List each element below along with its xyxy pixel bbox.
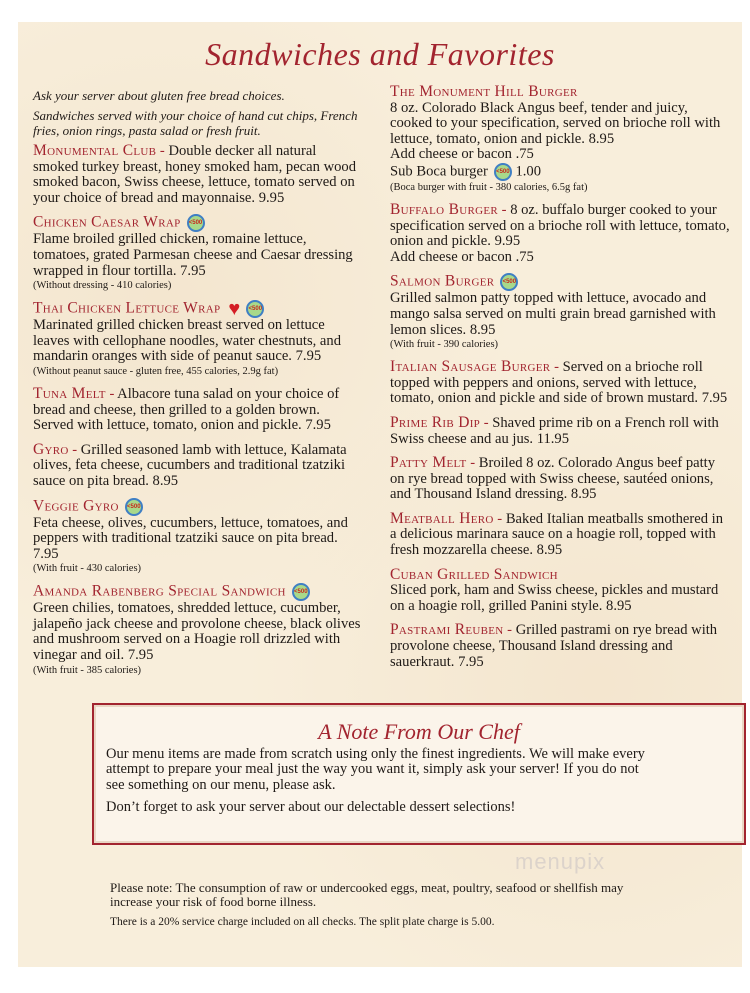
item-nutrition-note: (Without peanut sauce - gluten free, 455 calories, 2.9g fat): [33, 365, 279, 377]
item-price: 7.95: [701, 390, 728, 407]
menu-item: [390, 84, 730, 194]
item-nutrition-note: (Without dressing - 410 calories): [33, 280, 172, 292]
item-description: Feta cheese, olives, cucumbers, lettuce, tomatoes, and peppers with traditional tzatziki sauce on pita bread.: [33, 514, 348, 547]
menu-item: [33, 442, 361, 490]
item-description: Albacore tuna salad on your choice of bread and cheese, then grilled to a golden brown. Served with lettuce, tomato, onion and pickle.: [33, 385, 340, 434]
item-description: Flame broiled grilled chicken, romaine lettuce, tomatoes, grated Parmesan cheese and Caesar dressing wrapped in flour tortilla.: [33, 231, 353, 279]
item-name: Veggie Gyro: [33, 496, 119, 514]
item-name: Prime Rib Dip: [390, 413, 481, 431]
item-description: 8 oz. Colorado Black Angus beef, tender and juicy, cooked to your specification, served on brioche roll with lettuce, tomato, onion and pickle.: [390, 99, 721, 147]
menu-columns: [18, 84, 742, 685]
under-500-calories-icon: <500: [500, 273, 518, 291]
separator: -: [480, 414, 493, 431]
item-name: Italian Sausage Burger: [390, 358, 551, 376]
right-items: [390, 84, 730, 670]
item-name: Cuban Grilled Sandwich: [390, 565, 558, 583]
item-extra: Add cheese or bacon .75: [390, 146, 534, 163]
chef-note-paragraph: Our menu items are made from scratch using only the finest ingredients. We will make every attempt to prepare your meal just the way you want it, simply ask your server! If you do not see something on our menu, please ask.: [106, 745, 645, 793]
item-nutrition-note: (With fruit - 385 calories): [33, 664, 142, 676]
item-price: 11.95: [536, 430, 570, 447]
item-description: Marinated grilled chicken breast served on lettuce leaves with cellophane noodles, water chestnuts, and mandarin oranges with side of peanut sauce.: [33, 317, 341, 365]
left-items: [33, 143, 361, 677]
item-description: Served on a brioche roll topped with peppers and onions, served with lettuce, tomato, onion and pickle and side of brown mustard.: [390, 359, 703, 407]
item-price: 8.95: [536, 542, 563, 559]
menu-item: [33, 214, 361, 292]
item-name: Patty Melt: [390, 454, 467, 472]
menu-page: [18, 22, 742, 967]
item-substitution: [390, 163, 730, 181]
menu-item: [390, 455, 730, 503]
item-name: Amanda Rabenberg Special Sandwich: [33, 582, 286, 600]
item-description: Grilled seasoned lamb with lettuce, Kalamata olives, feta cheese, cucumbers and traditional tzatziki sauce on pita bread.: [33, 441, 347, 489]
service-charge-note: There is a 20% service charge included on all checks. The split plate charge is 5.00.: [110, 915, 495, 928]
item-description: Double decker all natural smoked turkey breast, honey smoked ham, pecan wood smoked bacon, Swiss cheese, lettuce, tomato served on your choice of bread and mayonnaise.: [33, 143, 357, 206]
menu-item: [390, 273, 730, 351]
menu-item: [390, 511, 730, 559]
item-price: 8.95: [152, 472, 179, 489]
chef-note-box: [92, 703, 746, 845]
menu-item: [33, 297, 361, 378]
item-price: 7.95: [33, 545, 59, 562]
item-price: 8.95: [588, 130, 615, 147]
item-description: Grilled pastrami on rye bread with provolone cheese, Thousand Island dressing and sauerkraut.: [390, 622, 718, 670]
under-500-calories-icon: <500: [494, 163, 512, 181]
item-name: Chicken Caesar Wrap: [33, 213, 181, 231]
sides-note: Sandwiches served with your choice of hand cut chips, French fries, onion rings, pasta salad or fresh fruit.: [33, 108, 358, 138]
under-500-calories-icon: <500: [246, 300, 264, 318]
separator: -: [493, 510, 506, 527]
item-name: Gyro: [33, 440, 69, 458]
item-price: 8.95: [606, 597, 632, 614]
item-price: 7.95: [295, 348, 322, 365]
item-description: Shaved prime rib on a French roll with Swiss cheese and au jus.: [390, 414, 719, 447]
item-name: Buffalo Burger: [390, 200, 499, 218]
under-500-calories-icon: <500: [187, 214, 205, 232]
menu-item: [390, 202, 730, 265]
item-price: 9.95: [258, 189, 285, 206]
item-price: 7.95: [458, 653, 484, 670]
item-price: 7.95: [180, 262, 206, 279]
item-price: 7.95: [305, 417, 331, 434]
menu-item: [390, 567, 730, 615]
item-name: Monumental Club: [33, 142, 157, 159]
gluten-free-note: Ask your server about gluten free bread choices.: [33, 88, 285, 103]
item-nutrition-note: (Boca burger with fruit - 380 calories, 6.5g fat): [390, 181, 588, 193]
footer: [110, 848, 630, 929]
menu-item: [390, 415, 730, 447]
item-name: The Monument Hill Burger: [390, 83, 578, 100]
separator: -: [105, 385, 118, 402]
separator: -: [498, 201, 511, 218]
menu-item: [390, 359, 730, 407]
item-name: Tuna Melt: [33, 384, 106, 402]
food-safety-warning: Please note: The consumption of raw or undercooked eggs, meat, poultry, seafood or shellfish may increase your risk of food borne illness.: [110, 879, 624, 909]
item-name: Thai Chicken Lettuce Wrap: [33, 299, 221, 317]
item-description: Grilled salmon patty topped with lettuce, avocado and mango salsa served on multi grain bread garnished with lemon slices.: [390, 290, 716, 338]
menu-item: [33, 583, 361, 676]
menu-item: [390, 622, 730, 670]
chef-note-paragraph: Don’t forget to ask your server about our delectable dessert selections!: [106, 799, 516, 816]
item-extra: Add cheese or bacon .75: [390, 248, 534, 265]
page-title: Sandwiches and Favorites: [205, 36, 555, 72]
menu-item: [33, 143, 361, 206]
separator: -: [466, 455, 479, 472]
separator: -: [156, 143, 169, 159]
watermark: menupix: [515, 848, 606, 874]
item-nutrition-note: (With fruit - 430 calories): [33, 563, 142, 575]
item-nutrition-note: (With fruit - 390 calories): [390, 339, 499, 351]
substitution-price: 1.00: [515, 163, 542, 180]
item-description: 8 oz. buffalo burger cooked to your specification served on a brioche roll with lettuce, tomato, onion and pickle.: [390, 201, 730, 250]
item-price: 9.95: [494, 233, 521, 250]
item-description: Sliced pork, ham and Swiss cheese, pickles and mustard on a hoagie roll, grilled Panini style.: [390, 582, 719, 614]
separator: -: [503, 622, 516, 639]
chef-note-heading: A Note From Our Chef: [318, 718, 520, 744]
right-column: [390, 84, 730, 678]
item-name: Pastrami Reuben: [390, 621, 504, 639]
item-description: Baked Italian meatballs smothered in a delicious marinara sauce on a hoagie roll, topped with fresh mozzarella cheese.: [390, 510, 724, 559]
item-description: Green chilies, tomatoes, shredded lettuce, cucumber, jalapeño jack cheese and provolone cheese, black olives and mushroom served on a Hoagie roll drizzled with vinegar and oil.: [33, 600, 361, 664]
left-column: [33, 84, 361, 685]
menu-item: [33, 386, 361, 434]
item-price: 7.95: [127, 647, 154, 664]
separator: -: [68, 441, 81, 458]
menu-item: [33, 498, 361, 576]
under-500-calories-icon: <500: [292, 583, 310, 601]
item-price: 8.95: [570, 486, 597, 503]
heart-healthy-icon: ♥: [228, 297, 241, 320]
item-name: Meatball Hero: [390, 509, 494, 527]
item-price: 8.95: [469, 321, 496, 338]
item-name: Salmon Burger: [390, 272, 495, 290]
separator: -: [550, 359, 563, 376]
substitution-label: Sub Boca burger: [390, 163, 488, 180]
under-500-calories-icon: <500: [125, 498, 143, 516]
item-description: Broiled 8 oz. Colorado Angus beef patty on rye bread topped with Swiss cheese, sautéed onions, and Thousand Island dressing.: [390, 455, 716, 503]
